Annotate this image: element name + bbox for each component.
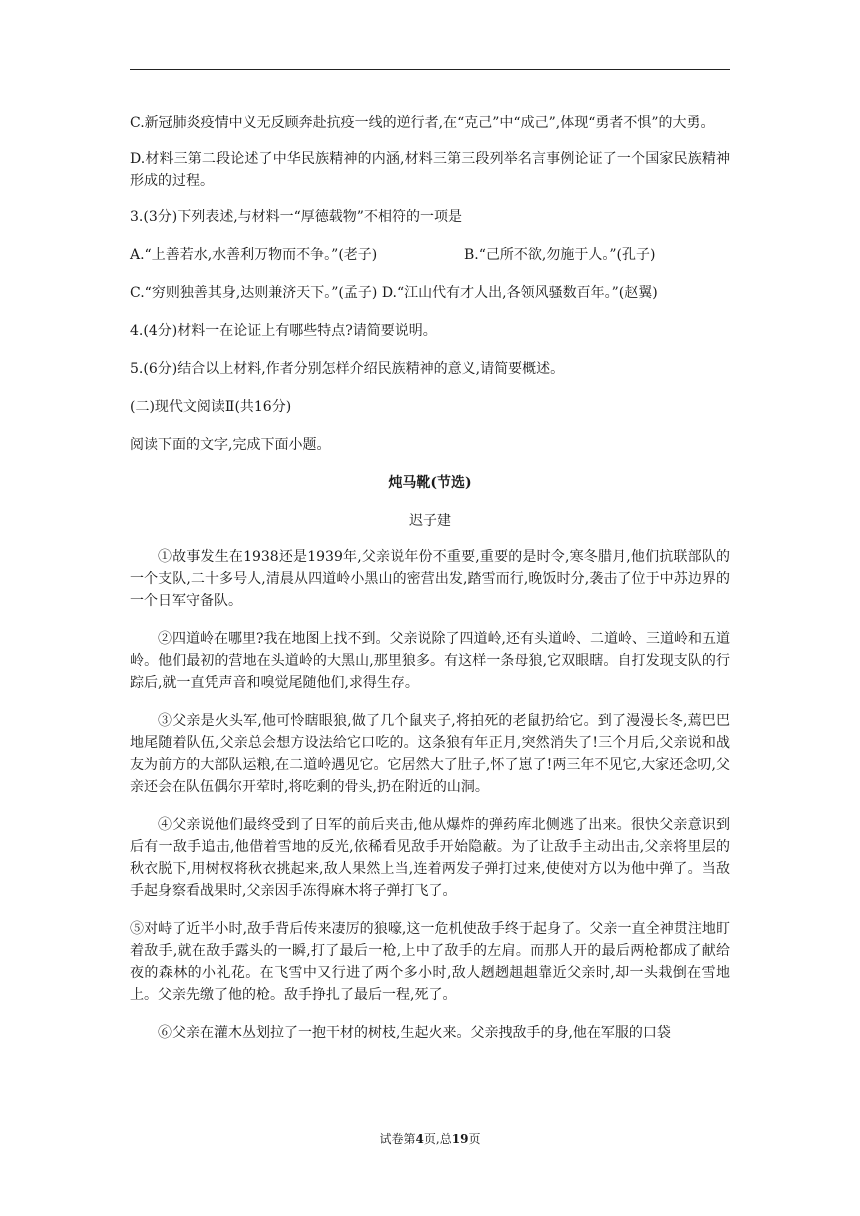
footer-page-number: 4 [415,1132,424,1146]
option-c-statement: C.新冠肺炎疫情中义无反顾奔赴抗疫一线的逆行者,在“克己”中“成己”,体现“勇者不惧”的大勇。 [130,115,715,131]
question-4: 4.(4分)材料一在论证上有哪些特点?请简要说明。 [130,323,437,339]
question-5: 5.(6分)结合以上材料,作者分别怎样介绍民族精神的意义,请简要概述。 [130,361,565,377]
question-3-option-c: C.“穷则独善其身,达则兼济天下。”(孟子) [130,285,378,301]
passage-paragraph-1: ①故事发生在1938还是1939年,父亲说年份不重要,重要的是时令,寒冬腊月,他们抗联部队的一个支队,二十多号人,清晨从四道岭小黑山的密营出发,踏雪而行,晚饭时分,袭击了位于中苏边界的一个日军守备队。 [130,549,730,609]
reading-instruction: 阅读下面的文字,完成下面小题。 [130,437,331,453]
passage-paragraph-3: ③父亲是火头军,他可怜瞎眼狼,做了几个鼠夹子,将拍死的老鼠扔给它。到了漫漫长冬,蔫巴巴地尾随着队伍,父亲总会想方设法给它口吃的。这条狼有年正月,突然消失了!三个月后,父亲说和战友为前方的大部队运粮,在二道岭遇见它。它居然大了肚子,怀了崽了!两三年不见它,大家还念叨,父亲还会在队伍偶尔开荤时,将吃剩的骨头,扔在附近的山洞。 [130,713,730,795]
page-footer [0,1130,860,1147]
footer-suffix: 页 [468,1132,481,1146]
passage-paragraph-6: ⑥父亲在灌木丛划拉了一抱干材的树枝,生起火来。父亲拽敌手的身,他在军服的口袋 [158,1025,671,1041]
footer-total-pages: 19 [451,1132,469,1146]
footer-middle: 页,总 [423,1132,452,1146]
passage-paragraph-2: ②四道岭在哪里?我在地图上找不到。父亲说除了四道岭,还有头道岭、二道岭、三道岭和五道岭。他们最初的营地在头道岭的大黑山,那里狼多。有这样一条母狼,它双眼瞎。自打发现支队的行踪后,就一直凭声音和嗅觉尾随他们,求得生存。 [130,631,730,691]
passage-author: 迟子建 [409,513,451,529]
passage-title: 炖马靴(节选) [388,475,472,491]
header-rule [130,69,730,70]
section-heading: (二)现代文阅读Ⅱ(共16分) [130,399,292,415]
option-d-statement: D.材料三第二段论述了中华民族精神的内涵,材料三第三段列举名言事例论证了一个国家民族精神形成的过程。 [130,151,730,189]
page-content [130,112,730,1060]
passage-paragraph-4: ④父亲说他们最终受到了日军的前后夹击,他从爆炸的弹药库北侧逃了出来。很快父亲意识到后有一敌手追击,他借着雪地的反光,依稀看见敌手开始隐蔽。为了让敌手主动出击,父亲将里层的秋衣脱下,用树杈将秋衣挑起来,敌人果然上当,连着两发子弹打过来,使使对方以为他中弹了。当敌手起身察看战果时,父亲因手冻得麻木将子弹打飞了。 [130,817,730,899]
question-3-option-d: D.“江山代有才人出,各领风骚数百年。”(赵翼) [381,285,658,301]
question-3-options-row-2 [130,282,730,304]
question-3-options-row-1 [130,244,730,266]
question-3-stem: 3.(3分)下列表述,与材料一“厚德载物”不相符的一项是 [130,209,462,225]
question-3-option-b: B.“己所不欲,勿施于人。”(孔子) [464,247,656,263]
footer-prefix: 试卷第 [379,1132,416,1146]
question-3-option-a: A.“上善若水,水善利万物而不争。”(老子) [130,247,378,263]
passage-paragraph-5: ⑤对峙了近半小时,敌手背后传来凄厉的狼嚎,这一危机使敌手终于起身了。父亲一直全神贯注地盯着敌手,就在敌手露头的一瞬,打了最后一枪,上中了敌手的左肩。而那人开的最后两枪都成了献给夜的森林的小礼花。在飞雪中又行进了两个多小时,敌人趔趔趄趄靠近父亲时,却一头栽倒在雪地上。父亲先缴了他的枪。敌手挣扎了最后一程,死了。 [130,921,730,1003]
